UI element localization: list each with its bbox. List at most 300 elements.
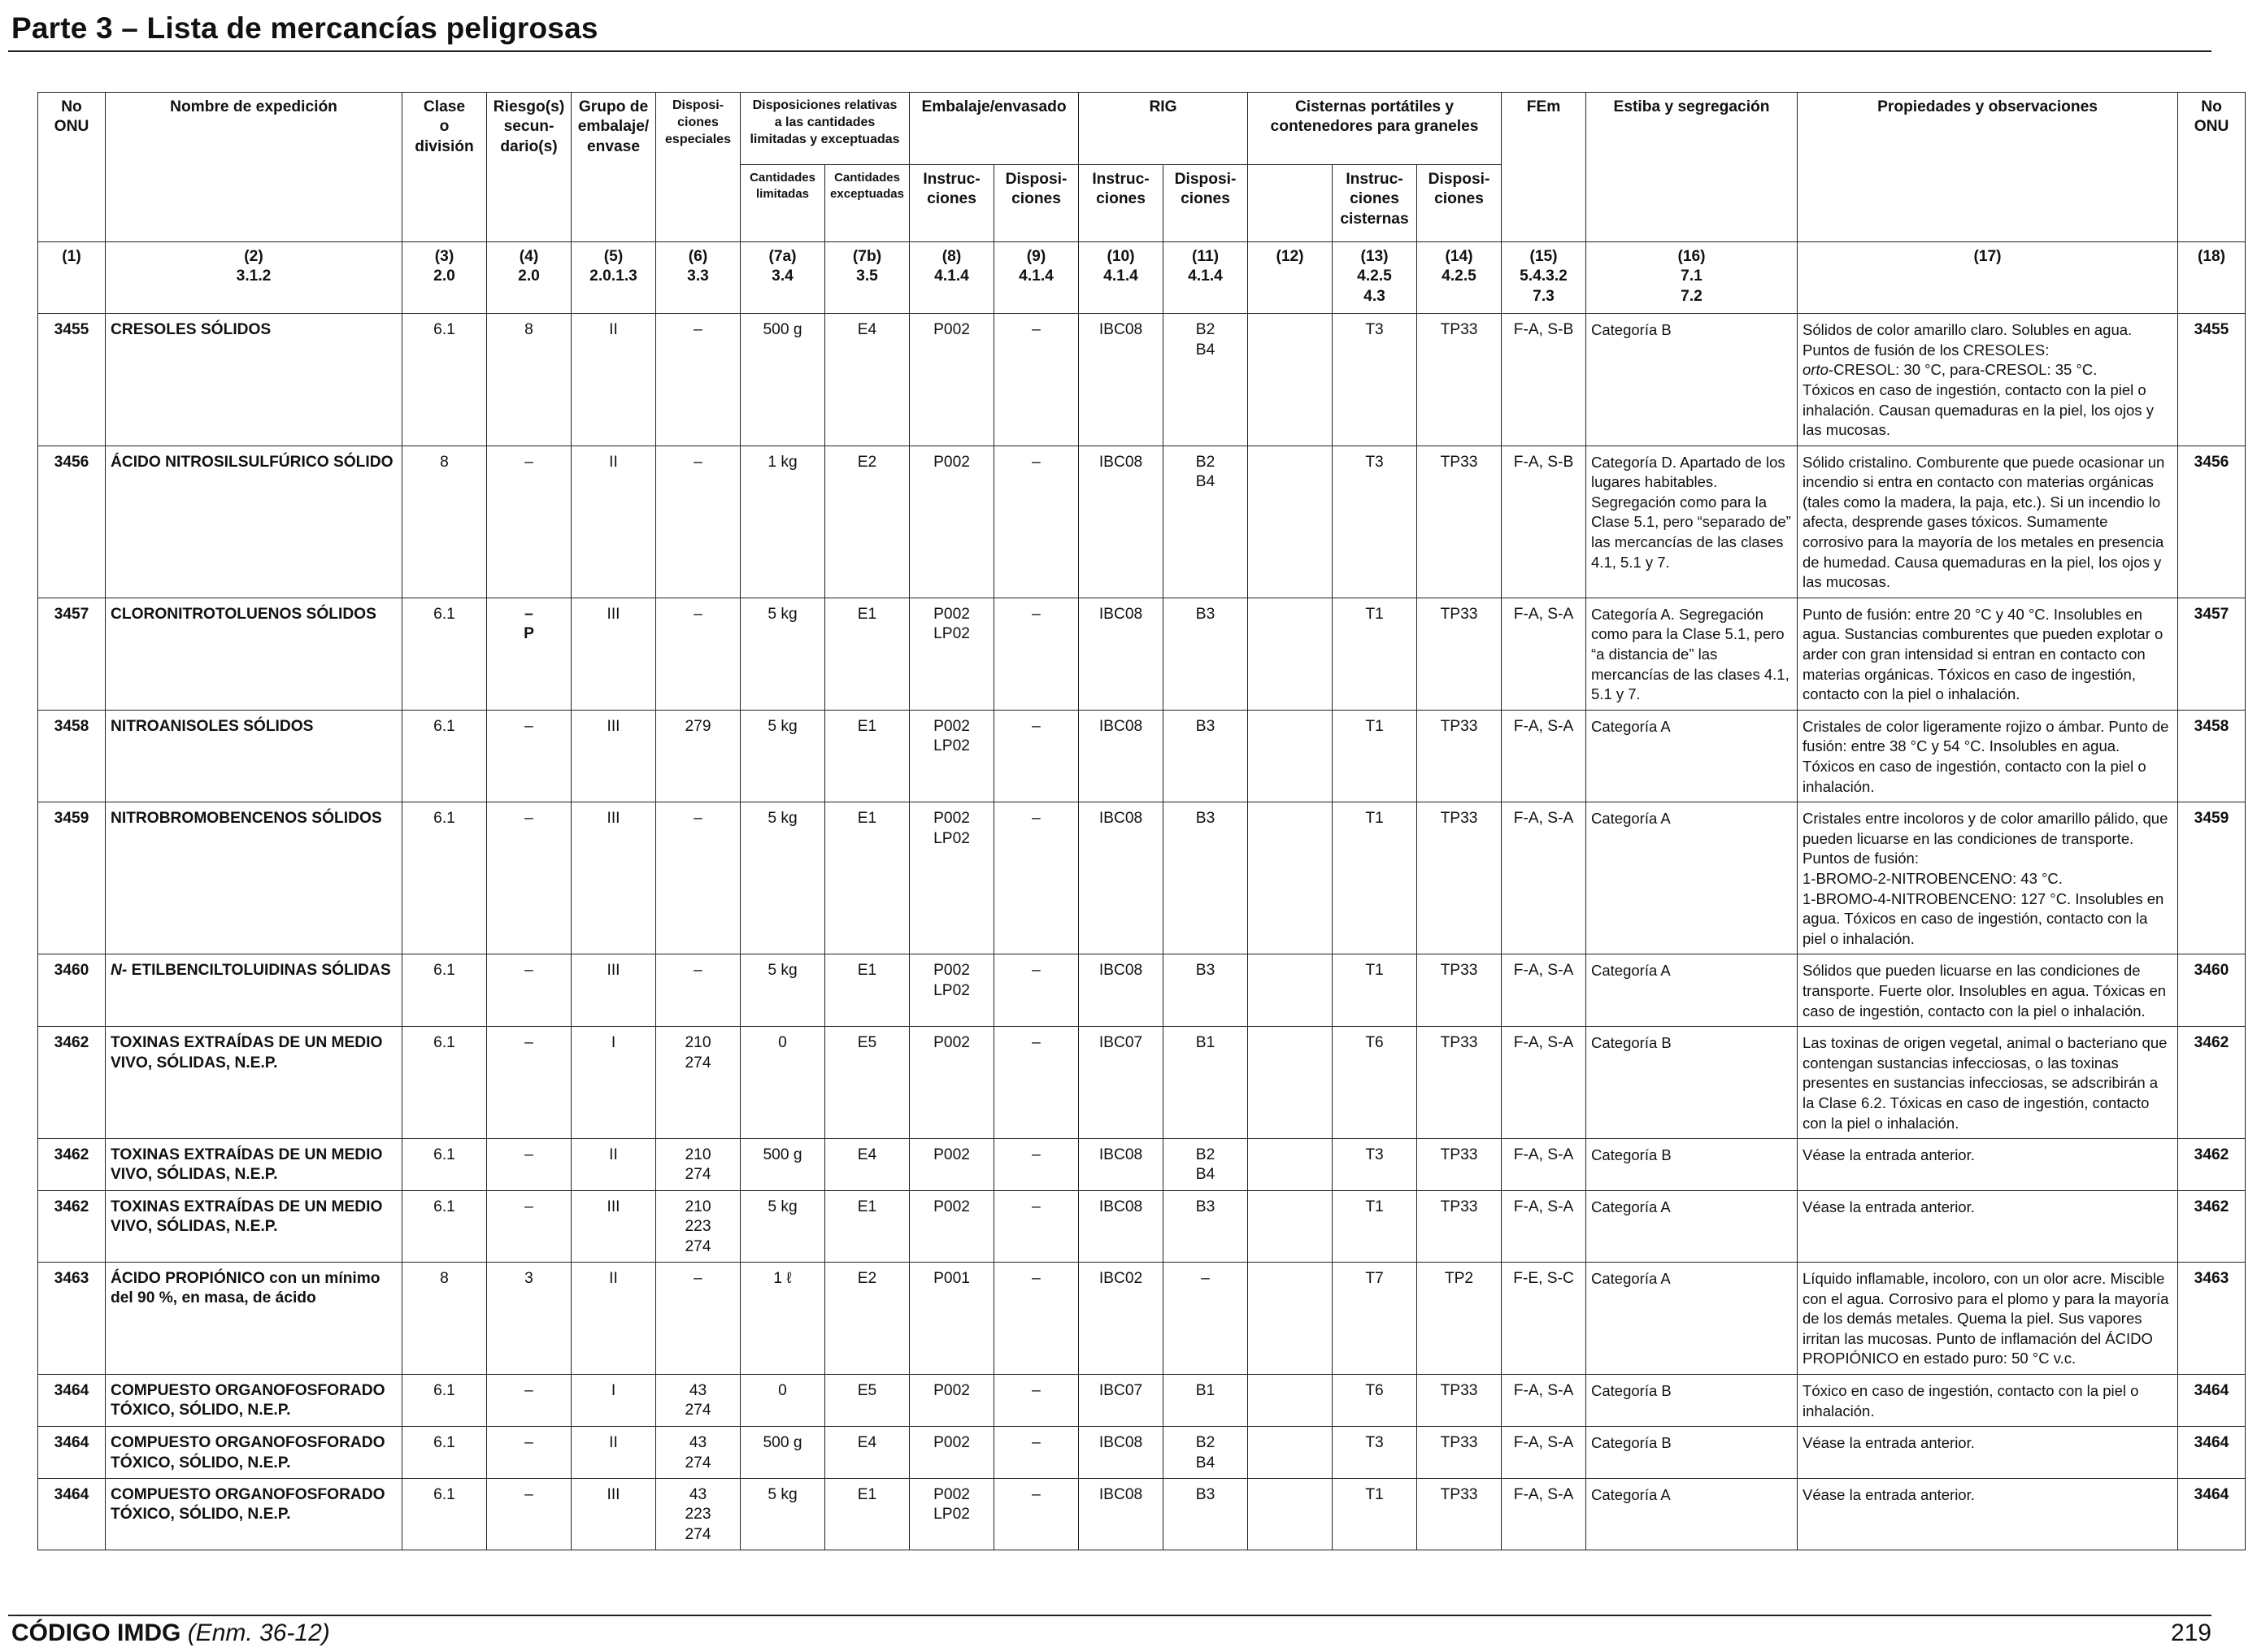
name-cell: TOXINAS EXTRAÍDAS DE UN MEDIO VIVO, SÓLIDAS, N.E.P. — [106, 1027, 402, 1139]
onu-cell: 3462 — [38, 1027, 106, 1139]
onu-cell: 3462 — [38, 1190, 106, 1262]
name-cell: ÁCIDO PROPIÓNICO con un mínimo del 90 %, en masa, de ácido — [106, 1262, 402, 1374]
ibc-instr-cell: IBC08 — [1079, 314, 1163, 446]
limited-qty-cell: 5 kg — [741, 1190, 825, 1262]
risk-cell: 8 — [487, 314, 572, 446]
special-provisions-cell: 43 223 274 — [656, 1478, 741, 1550]
ems-cell: F-E, S-C — [1502, 1262, 1586, 1374]
special-provisions-cell: 43 274 — [656, 1427, 741, 1479]
excepted-qty-cell: E5 — [825, 1027, 910, 1139]
limited-qty-cell: 500 g — [741, 1427, 825, 1479]
properties-text: Sólidos de color amarillo claro. Solubles en agua. Puntos de fusión de los CRESOLES: — [1803, 321, 2133, 359]
name-italic-prefix: N- — [111, 962, 128, 980]
risk-cell: 3 — [487, 1262, 572, 1374]
col-header-cist-blank — [1248, 165, 1333, 242]
name-cell — [106, 954, 402, 1027]
col-header-rig-instrucciones: Instruc- ciones — [1079, 165, 1163, 242]
class-cell: 8 — [402, 1262, 487, 1374]
stowage-cell: Categoría A — [1586, 1190, 1798, 1262]
onu-right-cell: 3458 — [2178, 710, 2246, 802]
ibc-instr-cell: IBC08 — [1079, 954, 1163, 1027]
tank-instr-cell: T1 — [1333, 954, 1417, 1027]
column-ref-1: (1) — [38, 242, 106, 314]
excepted-qty-cell: E1 — [825, 598, 910, 710]
col-header-no-onu-right: No ONU — [2178, 93, 2246, 242]
tank-instr-cell: T1 — [1333, 1478, 1417, 1550]
properties-cell — [1798, 314, 2178, 446]
col12-cell — [1248, 314, 1333, 446]
col12-cell — [1248, 1190, 1333, 1262]
onu-cell: 3457 — [38, 598, 106, 710]
ems-cell: F-A, S-A — [1502, 1478, 1586, 1550]
packing-instr-cell: P002 — [910, 1027, 994, 1139]
properties-italic: orto — [1803, 361, 1829, 379]
stowage-cell: Categoría B — [1586, 314, 1798, 446]
properties-cell: Las toxinas de origen vegetal, animal o bacteriano que contengan sustancias infecciosas, o las toxinas presentes en sustancias infecciosas, se adscribirán a la Clase 6.2. Tóxicas en caso de ingestión, contacto con la piel o inhalación. — [1798, 1027, 2178, 1139]
ems-cell: F-A, S-B — [1502, 314, 1586, 446]
tank-prov-cell: TP33 — [1417, 446, 1502, 598]
risk-cell: – — [487, 1374, 572, 1426]
ibc-instr-cell: IBC07 — [1079, 1374, 1163, 1426]
name-cell: NITROANISOLES SÓLIDOS — [106, 710, 402, 802]
column-reference-row — [38, 242, 2246, 314]
name-cell: ÁCIDO NITROSILSULFÚRICO SÓLIDO — [106, 446, 402, 598]
col-header-cant-limitadas: Cantidades limitadas — [741, 165, 825, 242]
packing-instr-cell: P002 LP02 — [910, 1478, 994, 1550]
ems-cell: F-A, S-A — [1502, 1374, 1586, 1426]
risk-cell: – — [487, 802, 572, 954]
table-row — [38, 598, 2246, 710]
tank-prov-cell: TP33 — [1417, 710, 1502, 802]
special-provisions-cell: 279 — [656, 710, 741, 802]
properties-cell: Sólidos que pueden licuarse en las condiciones de transporte. Fuerte olor. Insolubles en agua. Tóxicas en caso de ingestión, contacto con la piel o inhalación. — [1798, 954, 2178, 1027]
onu-right-cell: 3455 — [2178, 314, 2246, 446]
table-row — [38, 446, 2246, 598]
col-header-emb-disposiciones: Disposi- ciones — [994, 165, 1079, 242]
col-header-propiedades: Propiedades y observaciones — [1798, 93, 2178, 242]
col-header-cisternas: Cisternas portátiles y contenedores para graneles — [1248, 93, 1502, 165]
onu-right-cell: 3462 — [2178, 1190, 2246, 1262]
properties-cell: Cristales de color ligeramente rojizo o ámbar. Punto de fusión: entre 38 °C y 54 °C. Insolubles en agua. Tóxicos en caso de ingestión, contacto con la piel o inhalación. — [1798, 710, 2178, 802]
limited-qty-cell: 5 kg — [741, 1478, 825, 1550]
onu-cell: 3460 — [38, 954, 106, 1027]
packing-group-cell: II — [572, 1262, 656, 1374]
column-ref-4: (4) 2.0 — [487, 242, 572, 314]
packing-instr-cell: P002 LP02 — [910, 802, 994, 954]
ems-cell: F-A, S-A — [1502, 802, 1586, 954]
stowage-cell: Categoría A — [1586, 802, 1798, 954]
packing-prov-cell: – — [994, 1374, 1079, 1426]
col12-cell — [1248, 1262, 1333, 1374]
column-ref-11: (10) 4.1.4 — [1079, 242, 1163, 314]
excepted-qty-cell: E1 — [825, 954, 910, 1027]
limited-qty-cell: 1 kg — [741, 446, 825, 598]
properties-cell: Tóxico en caso de ingestión, contacto con la piel o inhalación. — [1798, 1374, 2178, 1426]
ibc-prov-cell: B2 B4 — [1163, 446, 1248, 598]
ems-cell: F-A, S-B — [1502, 446, 1586, 598]
special-provisions-cell: – — [656, 1262, 741, 1374]
onu-cell: 3464 — [38, 1427, 106, 1479]
ibc-prov-cell: B1 — [1163, 1374, 1248, 1426]
packing-instr-cell: P002 — [910, 1190, 994, 1262]
col-header-rig: RIG — [1079, 93, 1248, 165]
properties-cell: Cristales entre incoloros y de color amarillo pálido, que pueden licuarse en las condiciones de transporte. Puntos de fusión: 1-BROMO-2-NITROBENCENO: 43 °C. 1-BROMO-4-NITROBENCENO: 127 °C. Insolubles en agua. Tóxicos en caso de ingestión, contacto con la piel o inhalación. — [1798, 802, 2178, 954]
name-cell: CLORONITROTOLUENOS SÓLIDOS — [106, 598, 402, 710]
onu-right-cell: 3460 — [2178, 954, 2246, 1027]
table-row — [38, 1027, 2246, 1139]
col-header-fem: FEm — [1502, 93, 1586, 242]
onu-cell: 3464 — [38, 1374, 106, 1426]
onu-right-cell: 3462 — [2178, 1027, 2246, 1139]
name-cell: COMPUESTO ORGANOFOSFORADO TÓXICO, SÓLIDO, N.E.P. — [106, 1427, 402, 1479]
properties-cell: Líquido inflamable, incoloro, con un olor acre. Miscible con el agua. Corrosivo para el plomo y para la mayoría de los demás metales. Quema la piel. Sus vapores irritan las mucosas. Punto de inflamación del ÁCIDO PROPIÓNICO en estado puro: 50 °C v.c. — [1798, 1262, 2178, 1374]
ibc-prov-cell: B3 — [1163, 710, 1248, 802]
limited-qty-cell: 500 g — [741, 1139, 825, 1191]
col-header-clase: Clase o división — [402, 93, 487, 242]
column-ref-2: (2) 3.1.2 — [106, 242, 402, 314]
limited-qty-cell: 500 g — [741, 314, 825, 446]
onu-right-cell: 3464 — [2178, 1427, 2246, 1479]
tank-instr-cell: T6 — [1333, 1027, 1417, 1139]
col12-cell — [1248, 802, 1333, 954]
risk-cell: – — [487, 1427, 572, 1479]
onu-right-cell: 3464 — [2178, 1374, 2246, 1426]
packing-group-cell: II — [572, 1139, 656, 1191]
col12-cell — [1248, 954, 1333, 1027]
table-row — [38, 954, 2246, 1027]
footer-code-name: CÓDIGO IMDG — [11, 1619, 181, 1646]
properties-text: Tóxicos en caso de ingestión, contacto con la piel o inhalación. Causan quemaduras en la piel, los ojos y las mucosas. — [1803, 380, 2154, 439]
limited-qty-cell: 0 — [741, 1374, 825, 1426]
onu-cell: 3463 — [38, 1262, 106, 1374]
class-cell: 6.1 — [402, 1139, 487, 1191]
col-header-rig-disposiciones: Disposi- ciones — [1163, 165, 1248, 242]
footer-divider — [8, 1615, 2211, 1616]
tank-instr-cell: T7 — [1333, 1262, 1417, 1374]
ibc-instr-cell: IBC08 — [1079, 802, 1163, 954]
packing-group-cell: III — [572, 802, 656, 954]
properties-text: -CRESOL: 30 °C, para-CRESOL: 35 °C. — [1828, 361, 2098, 379]
tank-instr-cell: T1 — [1333, 1190, 1417, 1262]
risk-cell: – — [487, 954, 572, 1027]
footer-amendment: (Enm. 36-12) — [187, 1619, 330, 1646]
packing-prov-cell: – — [994, 446, 1079, 598]
name-text: ETILBENCILTOLUIDINAS SÓLIDAS — [127, 962, 391, 980]
risk-cell: – — [487, 710, 572, 802]
col-header-cist-disposiciones: Disposi- ciones — [1417, 165, 1502, 242]
onu-right-cell: 3457 — [2178, 598, 2246, 710]
packing-instr-cell: P002 LP02 — [910, 710, 994, 802]
packing-group-cell: III — [572, 710, 656, 802]
class-cell: 6.1 — [402, 1374, 487, 1426]
packing-prov-cell: – — [994, 954, 1079, 1027]
table-row — [38, 314, 2246, 446]
ibc-prov-cell: B3 — [1163, 802, 1248, 954]
column-ref-10: (9) 4.1.4 — [994, 242, 1079, 314]
packing-prov-cell: – — [994, 1478, 1079, 1550]
class-cell: 6.1 — [402, 802, 487, 954]
limited-qty-cell: 5 kg — [741, 710, 825, 802]
tank-prov-cell: TP33 — [1417, 1427, 1502, 1479]
onu-cell: 3462 — [38, 1139, 106, 1191]
table-row — [38, 1190, 2246, 1262]
packing-group-cell: I — [572, 1374, 656, 1426]
ibc-prov-cell: B3 — [1163, 1478, 1248, 1550]
onu-cell: 3458 — [38, 710, 106, 802]
packing-instr-cell: P002 — [910, 1139, 994, 1191]
risk-cell: – — [487, 446, 572, 598]
col-header-emb-instrucciones: Instruc- ciones — [910, 165, 994, 242]
stowage-cell: Categoría B — [1586, 1427, 1798, 1479]
tank-prov-cell: TP33 — [1417, 1478, 1502, 1550]
properties-cell: Véase la entrada anterior. — [1798, 1478, 2178, 1550]
column-ref-3: (3) 2.0 — [402, 242, 487, 314]
stowage-cell: Categoría A — [1586, 710, 1798, 802]
tank-prov-cell: TP33 — [1417, 1027, 1502, 1139]
column-ref-17: (16) 7.1 7.2 — [1586, 242, 1798, 314]
packing-instr-cell: P002 — [910, 446, 994, 598]
ibc-prov-cell: B1 — [1163, 1027, 1248, 1139]
col-header-cist-instrucciones: Instruc- ciones cisternas — [1333, 165, 1417, 242]
ibc-prov-cell: B2 B4 — [1163, 314, 1248, 446]
packing-group-cell: II — [572, 314, 656, 446]
risk-cell: – P — [487, 598, 572, 710]
column-ref-6: (6) 3.3 — [656, 242, 741, 314]
tank-instr-cell: T3 — [1333, 314, 1417, 446]
onu-cell: 3455 — [38, 314, 106, 446]
packing-instr-cell: P002 LP02 — [910, 954, 994, 1027]
special-provisions-cell: – — [656, 314, 741, 446]
limited-qty-cell: 0 — [741, 1027, 825, 1139]
ibc-prov-cell: B3 — [1163, 1190, 1248, 1262]
onu-right-cell: 3464 — [2178, 1478, 2246, 1550]
col-header-cant-exceptuadas: Cantidades exceptuadas — [825, 165, 910, 242]
column-ref-8: (7b) 3.5 — [825, 242, 910, 314]
excepted-qty-cell: E4 — [825, 1139, 910, 1191]
onu-right-cell: 3456 — [2178, 446, 2246, 598]
packing-prov-cell: – — [994, 1190, 1079, 1262]
table-row — [38, 1374, 2246, 1426]
col-header-riesgo: Riesgo(s) secun- dario(s) — [487, 93, 572, 242]
ems-cell: F-A, S-A — [1502, 1427, 1586, 1479]
limited-qty-cell: 5 kg — [741, 954, 825, 1027]
excepted-qty-cell: E1 — [825, 802, 910, 954]
ibc-instr-cell: IBC08 — [1079, 710, 1163, 802]
class-cell: 6.1 — [402, 598, 487, 710]
col12-cell — [1248, 446, 1333, 598]
col-header-disposiciones: Disposi- ciones especiales — [656, 93, 741, 242]
col12-cell — [1248, 710, 1333, 802]
tank-prov-cell: TP33 — [1417, 598, 1502, 710]
table-row — [38, 1427, 2246, 1479]
column-ref-19: (18) — [2178, 242, 2246, 314]
excepted-qty-cell: E1 — [825, 1478, 910, 1550]
excepted-qty-cell: E4 — [825, 1427, 910, 1479]
tank-prov-cell: TP33 — [1417, 1190, 1502, 1262]
table-row — [38, 1478, 2246, 1550]
stowage-cell: Categoría B — [1586, 1027, 1798, 1139]
packing-group-cell: III — [572, 954, 656, 1027]
properties-cell: Punto de fusión: entre 20 °C y 40 °C. Insolubles en agua. Sustancias comburentes que pueden explotar o arder con gran intensidad si entran en contacto con materias orgánicas. Tóxicos en caso de ingestión, contacto con la piel o inhalación. — [1798, 598, 2178, 710]
class-cell: 6.1 — [402, 314, 487, 446]
packing-instr-cell: P002 LP02 — [910, 598, 994, 710]
packing-prov-cell: – — [994, 1027, 1079, 1139]
name-cell: CRESOLES SÓLIDOS — [106, 314, 402, 446]
tank-prov-cell: TP33 — [1417, 954, 1502, 1027]
page-number: 219 — [2170, 1619, 2211, 1646]
properties-cell: Véase la entrada anterior. — [1798, 1139, 2178, 1191]
risk-cell: – — [487, 1478, 572, 1550]
onu-right-cell: 3459 — [2178, 802, 2246, 954]
class-cell: 6.1 — [402, 1027, 487, 1139]
special-provisions-cell: – — [656, 446, 741, 598]
risk-cell: – — [487, 1027, 572, 1139]
onu-right-cell: 3462 — [2178, 1139, 2246, 1191]
ibc-instr-cell: IBC08 — [1079, 1190, 1163, 1262]
tank-instr-cell: T3 — [1333, 1139, 1417, 1191]
packing-prov-cell: – — [994, 598, 1079, 710]
column-ref-5: (5) 2.0.1.3 — [572, 242, 656, 314]
properties-cell: Véase la entrada anterior. — [1798, 1427, 2178, 1479]
stowage-cell: Categoría A. Segregación como para la Clase 5.1, pero “a distancia de” las mercancías de las clases 4.1, 5.1 y 7. — [1586, 598, 1798, 710]
packing-instr-cell: P002 — [910, 314, 994, 446]
stowage-cell: Categoría B — [1586, 1139, 1798, 1191]
footer-code — [11, 1619, 330, 1647]
tank-prov-cell: TP33 — [1417, 314, 1502, 446]
packing-instr-cell: P002 — [910, 1374, 994, 1426]
excepted-qty-cell: E1 — [825, 710, 910, 802]
table-row — [38, 1139, 2246, 1191]
page-title: Parte 3 – Lista de mercancías peligrosas — [11, 11, 598, 45]
onu-cell: 3456 — [38, 446, 106, 598]
column-ref-16: (15) 5.4.3.2 7.3 — [1502, 242, 1586, 314]
limited-qty-cell: 1 ℓ — [741, 1262, 825, 1374]
dangerous-goods-table — [37, 92, 2246, 1550]
col-header-grupo: Grupo de embalaje/ envase — [572, 93, 656, 242]
ems-cell: F-A, S-A — [1502, 1190, 1586, 1262]
tank-instr-cell: T1 — [1333, 710, 1417, 802]
col-header-nombre: Nombre de expedición — [106, 93, 402, 242]
packing-prov-cell: – — [994, 1262, 1079, 1374]
col12-cell — [1248, 1478, 1333, 1550]
column-ref-18: (17) — [1798, 242, 2178, 314]
ibc-instr-cell: IBC08 — [1079, 446, 1163, 598]
packing-instr-cell: P001 — [910, 1262, 994, 1374]
column-ref-13: (12) — [1248, 242, 1333, 314]
packing-group-cell: II — [572, 446, 656, 598]
special-provisions-cell: 210 223 274 — [656, 1190, 741, 1262]
title-divider — [8, 50, 2211, 52]
packing-group-cell: II — [572, 1427, 656, 1479]
ibc-prov-cell: B2 B4 — [1163, 1139, 1248, 1191]
excepted-qty-cell: E4 — [825, 314, 910, 446]
column-ref-14: (13) 4.2.5 4.3 — [1333, 242, 1417, 314]
col-header-cantidades: Disposiciones relativas a las cantidades limitadas y exceptuadas — [741, 93, 910, 165]
name-cell: COMPUESTO ORGANOFOSFORADO TÓXICO, SÓLIDO, N.E.P. — [106, 1374, 402, 1426]
col-header-estiba: Estiba y segregación — [1586, 93, 1798, 242]
onu-cell: 3464 — [38, 1478, 106, 1550]
tank-prov-cell: TP33 — [1417, 1139, 1502, 1191]
col12-cell — [1248, 1374, 1333, 1426]
properties-cell: Sólido cristalino. Comburente que puede ocasionar un incendio si entra en contacto con materias orgánicas (tales como la madera, la paja, etc.). Si un incendio lo afecta, desprende gases tóxicos. Sumamente corrosivo para la mayoría de los metales en presencia de humedad. Causa quemaduras en la piel, los ojos y las mucosas. — [1798, 446, 2178, 598]
packing-instr-cell: P002 — [910, 1427, 994, 1479]
tank-instr-cell: T6 — [1333, 1374, 1417, 1426]
tank-instr-cell: T3 — [1333, 446, 1417, 598]
stowage-cell: Categoría B — [1586, 1374, 1798, 1426]
ems-cell: F-A, S-A — [1502, 954, 1586, 1027]
ibc-instr-cell: IBC08 — [1079, 1139, 1163, 1191]
onu-cell: 3459 — [38, 802, 106, 954]
tank-instr-cell: T1 — [1333, 598, 1417, 710]
special-provisions-cell: 210 274 — [656, 1027, 741, 1139]
risk-cell: – — [487, 1139, 572, 1191]
ibc-instr-cell: IBC08 — [1079, 1478, 1163, 1550]
packing-prov-cell: – — [994, 802, 1079, 954]
col-header-no-onu: No ONU — [38, 93, 106, 242]
packing-prov-cell: – — [994, 710, 1079, 802]
stowage-cell: Categoría A — [1586, 1262, 1798, 1374]
ibc-prov-cell: B3 — [1163, 954, 1248, 1027]
ibc-prov-cell: – — [1163, 1262, 1248, 1374]
class-cell: 6.1 — [402, 710, 487, 802]
tank-prov-cell: TP2 — [1417, 1262, 1502, 1374]
tank-prov-cell: TP33 — [1417, 802, 1502, 954]
packing-group-cell: I — [572, 1027, 656, 1139]
properties-cell: Véase la entrada anterior. — [1798, 1190, 2178, 1262]
ibc-prov-cell: B2 B4 — [1163, 1427, 1248, 1479]
ibc-instr-cell: IBC08 — [1079, 1427, 1163, 1479]
packing-prov-cell: – — [994, 1427, 1079, 1479]
special-provisions-cell: 43 274 — [656, 1374, 741, 1426]
ibc-instr-cell: IBC08 — [1079, 598, 1163, 710]
packing-prov-cell: – — [994, 314, 1079, 446]
onu-right-cell: 3463 — [2178, 1262, 2246, 1374]
tank-prov-cell: TP33 — [1417, 1374, 1502, 1426]
tank-instr-cell: T1 — [1333, 802, 1417, 954]
special-provisions-cell: – — [656, 802, 741, 954]
tank-instr-cell: T3 — [1333, 1427, 1417, 1479]
ibc-instr-cell: IBC07 — [1079, 1027, 1163, 1139]
column-ref-7: (7a) 3.4 — [741, 242, 825, 314]
column-ref-9: (8) 4.1.4 — [910, 242, 994, 314]
ibc-instr-cell: IBC02 — [1079, 1262, 1163, 1374]
excepted-qty-cell: E1 — [825, 1190, 910, 1262]
class-cell: 6.1 — [402, 954, 487, 1027]
packing-group-cell: III — [572, 598, 656, 710]
packing-prov-cell: – — [994, 1139, 1079, 1191]
col-header-embalaje: Embalaje/envasado — [910, 93, 1079, 165]
column-ref-15: (14) 4.2.5 — [1417, 242, 1502, 314]
table-row — [38, 802, 2246, 954]
class-cell: 6.1 — [402, 1427, 487, 1479]
col12-cell — [1248, 1139, 1333, 1191]
stowage-cell: Categoría A — [1586, 954, 1798, 1027]
ems-cell: F-A, S-A — [1502, 710, 1586, 802]
risk-cell: – — [487, 1190, 572, 1262]
col12-cell — [1248, 1027, 1333, 1139]
excepted-qty-cell: E2 — [825, 446, 910, 598]
table-row — [38, 1262, 2246, 1374]
ems-cell: F-A, S-A — [1502, 598, 1586, 710]
name-cell: NITROBROMOBENCENOS SÓLIDOS — [106, 802, 402, 954]
col12-cell — [1248, 598, 1333, 710]
stowage-cell: Categoría A — [1586, 1478, 1798, 1550]
excepted-qty-cell: E5 — [825, 1374, 910, 1426]
packing-group-cell: III — [572, 1190, 656, 1262]
special-provisions-cell: – — [656, 598, 741, 710]
stowage-cell: Categoría D. Apartado de los lugares habitables. Segregación como para la Clase 5.1, pero “separado de” las mercancías de las clases 4.1, 5.1 y 7. — [1586, 446, 1798, 598]
class-cell: 6.1 — [402, 1190, 487, 1262]
